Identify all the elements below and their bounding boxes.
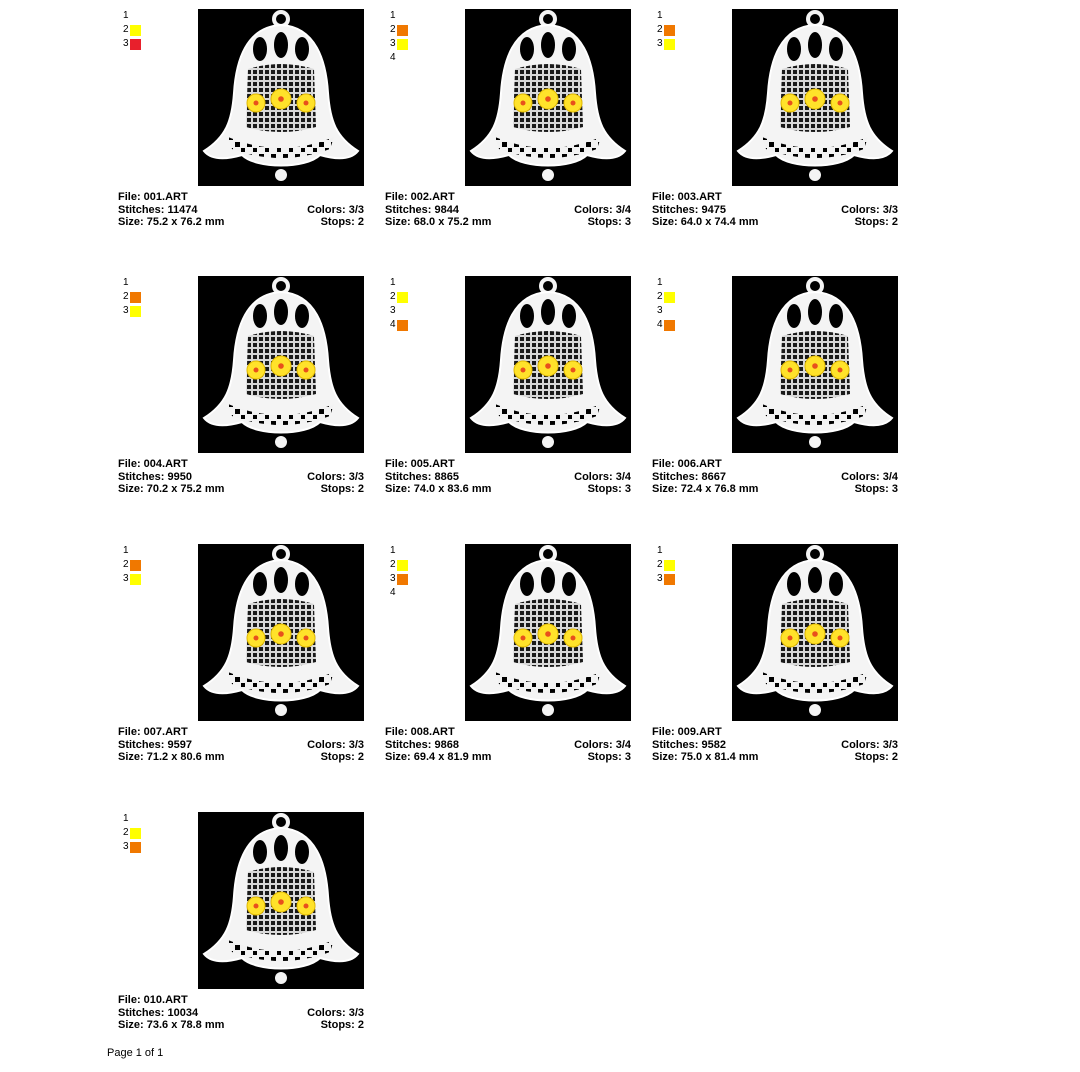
color-index: 3 [123,305,129,316]
color-count: Colors: 3/4 [574,470,631,483]
design-size: Size: 69.4 x 81.9 mm [385,751,492,763]
design-card[interactable] [118,544,364,774]
color-swatch-item [123,572,163,586]
stitch-count: Stitches: 9844 [385,203,459,216]
color-index: 4 [390,319,396,330]
color-swatch-item [390,318,430,332]
color-count: Colors: 3/4 [574,203,631,216]
color-index: 2 [657,291,663,302]
stop-count: Stops: 2 [320,1019,364,1031]
design-size: Size: 72.4 x 76.8 mm [652,483,759,495]
design-thumbnail[interactable] [732,9,898,186]
color-index: 1 [123,545,129,556]
stop-count: Stops: 2 [320,216,364,228]
design-size: Size: 70.2 x 75.2 mm [118,483,225,495]
design-info [118,458,364,496]
color-index: 4 [657,319,663,330]
color-swatch-item [123,812,163,826]
color-index: 3 [123,841,129,852]
file-name: File: 001.ART [118,191,188,203]
color-index: 4 [390,52,396,63]
design-info [118,191,364,229]
file-name: File: 008.ART [385,726,455,738]
color-count: Colors: 3/3 [307,1006,364,1019]
color-index: 3 [657,305,663,316]
color-swatch [664,320,675,331]
design-card[interactable] [385,9,631,239]
file-name: File: 010.ART [118,994,188,1006]
color-index: 3 [390,573,396,584]
design-size: Size: 64.0 x 74.4 mm [652,216,759,228]
color-swatch-list [657,544,697,586]
color-swatch-item [657,9,697,23]
color-index: 2 [657,559,663,570]
stitch-count: Stitches: 9475 [652,203,726,216]
color-swatch-item [390,572,430,586]
stop-count: Stops: 2 [854,751,898,763]
color-swatch-item [123,840,163,854]
color-count: Colors: 3/3 [307,470,364,483]
bell-lace-icon [465,544,631,721]
design-card[interactable] [385,276,631,506]
file-name: File: 007.ART [118,726,188,738]
file-name: File: 002.ART [385,191,455,203]
color-swatch-item [390,558,430,572]
stop-count: Stops: 2 [320,483,364,495]
design-size: Size: 74.0 x 83.6 mm [385,483,492,495]
color-swatch-list [123,276,163,318]
color-count: Colors: 3/3 [841,203,898,216]
color-swatch [397,320,408,331]
color-swatch [130,25,141,36]
design-card[interactable] [652,9,898,239]
color-swatch [664,560,675,571]
design-card[interactable] [118,9,364,239]
color-swatch-list [123,812,163,854]
bell-lace-icon [732,544,898,721]
color-swatch-item [390,23,430,37]
bell-lace-icon [198,276,364,453]
file-name: File: 005.ART [385,458,455,470]
color-index: 2 [390,24,396,35]
color-swatch-item [657,276,697,290]
color-swatch-item [657,572,697,586]
color-swatch [130,292,141,303]
color-swatch-list [657,276,697,332]
stitch-count: Stitches: 10034 [118,1006,199,1019]
color-swatch-list [390,544,430,600]
color-swatch [664,39,675,50]
stitch-count: Stitches: 9597 [118,738,192,751]
color-swatch-item [390,276,430,290]
design-card[interactable] [118,276,364,506]
color-swatch-item [123,9,163,23]
color-swatch [664,25,675,36]
color-swatch-item [657,290,697,304]
design-size: Size: 68.0 x 75.2 mm [385,216,492,228]
design-info [118,994,364,1032]
bell-lace-icon [732,9,898,186]
color-swatch-item [123,558,163,572]
color-swatch [397,25,408,36]
design-card[interactable] [385,544,631,774]
color-index: 2 [123,291,129,302]
color-count: Colors: 3/3 [307,738,364,751]
stitch-count: Stitches: 8865 [385,470,459,483]
color-swatch-item [123,23,163,37]
page-footer: Page 1 of 1 [107,1047,164,1059]
color-swatch-item [123,276,163,290]
color-swatch [397,574,408,585]
design-info [652,458,898,496]
color-swatch-item [123,826,163,840]
color-count: Colors: 3/4 [574,738,631,751]
stitch-count: Stitches: 9868 [385,738,459,751]
design-thumbnail[interactable] [465,544,631,721]
color-swatch-list [390,276,430,332]
color-swatch-item [390,9,430,23]
color-index: 2 [390,559,396,570]
color-swatch-item [390,37,430,51]
design-thumbnail[interactable] [198,544,364,721]
color-swatch-list [123,544,163,586]
design-info [385,458,631,496]
design-info [652,726,898,764]
color-index: 1 [657,545,663,556]
color-swatch-item [390,290,430,304]
bell-lace-icon [732,276,898,453]
color-index: 3 [123,38,129,49]
stop-count: Stops: 3 [587,751,631,763]
color-swatch-item [123,37,163,51]
design-thumbnail[interactable] [732,276,898,453]
stop-count: Stops: 2 [854,216,898,228]
color-index: 2 [123,24,129,35]
color-count: Colors: 3/3 [841,738,898,751]
color-swatch-item [123,304,163,318]
color-swatch [130,828,141,839]
design-size: Size: 75.2 x 76.2 mm [118,216,225,228]
color-swatch [130,574,141,585]
color-swatch [397,39,408,50]
design-size: Size: 75.0 x 81.4 mm [652,751,759,763]
color-swatch [130,39,141,50]
file-name: File: 004.ART [118,458,188,470]
color-swatch-item [657,558,697,572]
color-swatch-item [390,586,430,600]
color-swatch-item [657,23,697,37]
color-swatch-item [390,544,430,558]
color-index: 1 [657,10,663,21]
color-swatch-item [657,37,697,51]
stitch-count: Stitches: 11474 [118,203,198,216]
color-index: 1 [123,277,129,288]
design-thumbnail[interactable] [465,9,631,186]
color-index: 2 [123,559,129,570]
stop-count: Stops: 3 [854,483,898,495]
bell-lace-icon [198,9,364,186]
color-index: 1 [657,277,663,288]
design-thumbnail[interactable] [198,9,364,186]
stitch-count: Stitches: 9950 [118,470,192,483]
color-index: 3 [390,305,396,316]
color-index: 1 [390,277,396,288]
design-info [385,191,631,229]
design-info [118,726,364,764]
color-swatch [397,292,408,303]
design-thumbnail[interactable] [198,276,364,453]
file-name: File: 006.ART [652,458,722,470]
bell-lace-icon [465,276,631,453]
design-info [385,726,631,764]
design-thumbnail[interactable] [198,812,364,989]
stop-count: Stops: 2 [320,751,364,763]
file-name: File: 003.ART [652,191,722,203]
stop-count: Stops: 3 [587,216,631,228]
design-card[interactable] [652,544,898,774]
color-index: 2 [123,827,129,838]
color-index: 3 [390,38,396,49]
color-index: 1 [390,545,396,556]
stop-count: Stops: 3 [587,483,631,495]
bell-lace-icon [198,544,364,721]
color-swatch-list [123,9,163,51]
color-swatch-item [657,544,697,558]
color-swatch [397,560,408,571]
color-swatch-item [123,290,163,304]
color-index: 3 [657,573,663,584]
design-info [652,191,898,229]
bell-lace-icon [198,812,364,989]
color-count: Colors: 3/3 [307,203,364,216]
file-name: File: 009.ART [652,726,722,738]
color-swatch-item [390,51,430,65]
color-swatch-item [657,304,697,318]
color-index: 1 [123,10,129,21]
color-index: 3 [123,573,129,584]
design-card[interactable] [652,276,898,506]
bell-lace-icon [465,9,631,186]
color-swatch-list [657,9,697,51]
color-index: 4 [390,587,396,598]
color-swatch [130,560,141,571]
color-swatch [130,842,141,853]
color-swatch-item [123,544,163,558]
color-swatch [664,292,675,303]
design-thumbnail[interactable] [465,276,631,453]
design-size: Size: 71.2 x 80.6 mm [118,751,225,763]
color-swatch [130,306,141,317]
color-swatch-list [390,9,430,65]
stitch-count: Stitches: 9582 [652,738,726,751]
color-index: 3 [657,38,663,49]
color-swatch-item [390,304,430,318]
design-size: Size: 73.6 x 78.8 mm [118,1019,225,1031]
color-count: Colors: 3/4 [841,470,898,483]
color-index: 1 [123,813,129,824]
color-index: 2 [390,291,396,302]
design-card[interactable] [118,812,364,1042]
design-thumbnail[interactable] [732,544,898,721]
color-swatch [664,574,675,585]
color-swatch-item [657,318,697,332]
color-index: 2 [657,24,663,35]
stitch-count: Stitches: 8667 [652,470,726,483]
color-index: 1 [390,10,396,21]
